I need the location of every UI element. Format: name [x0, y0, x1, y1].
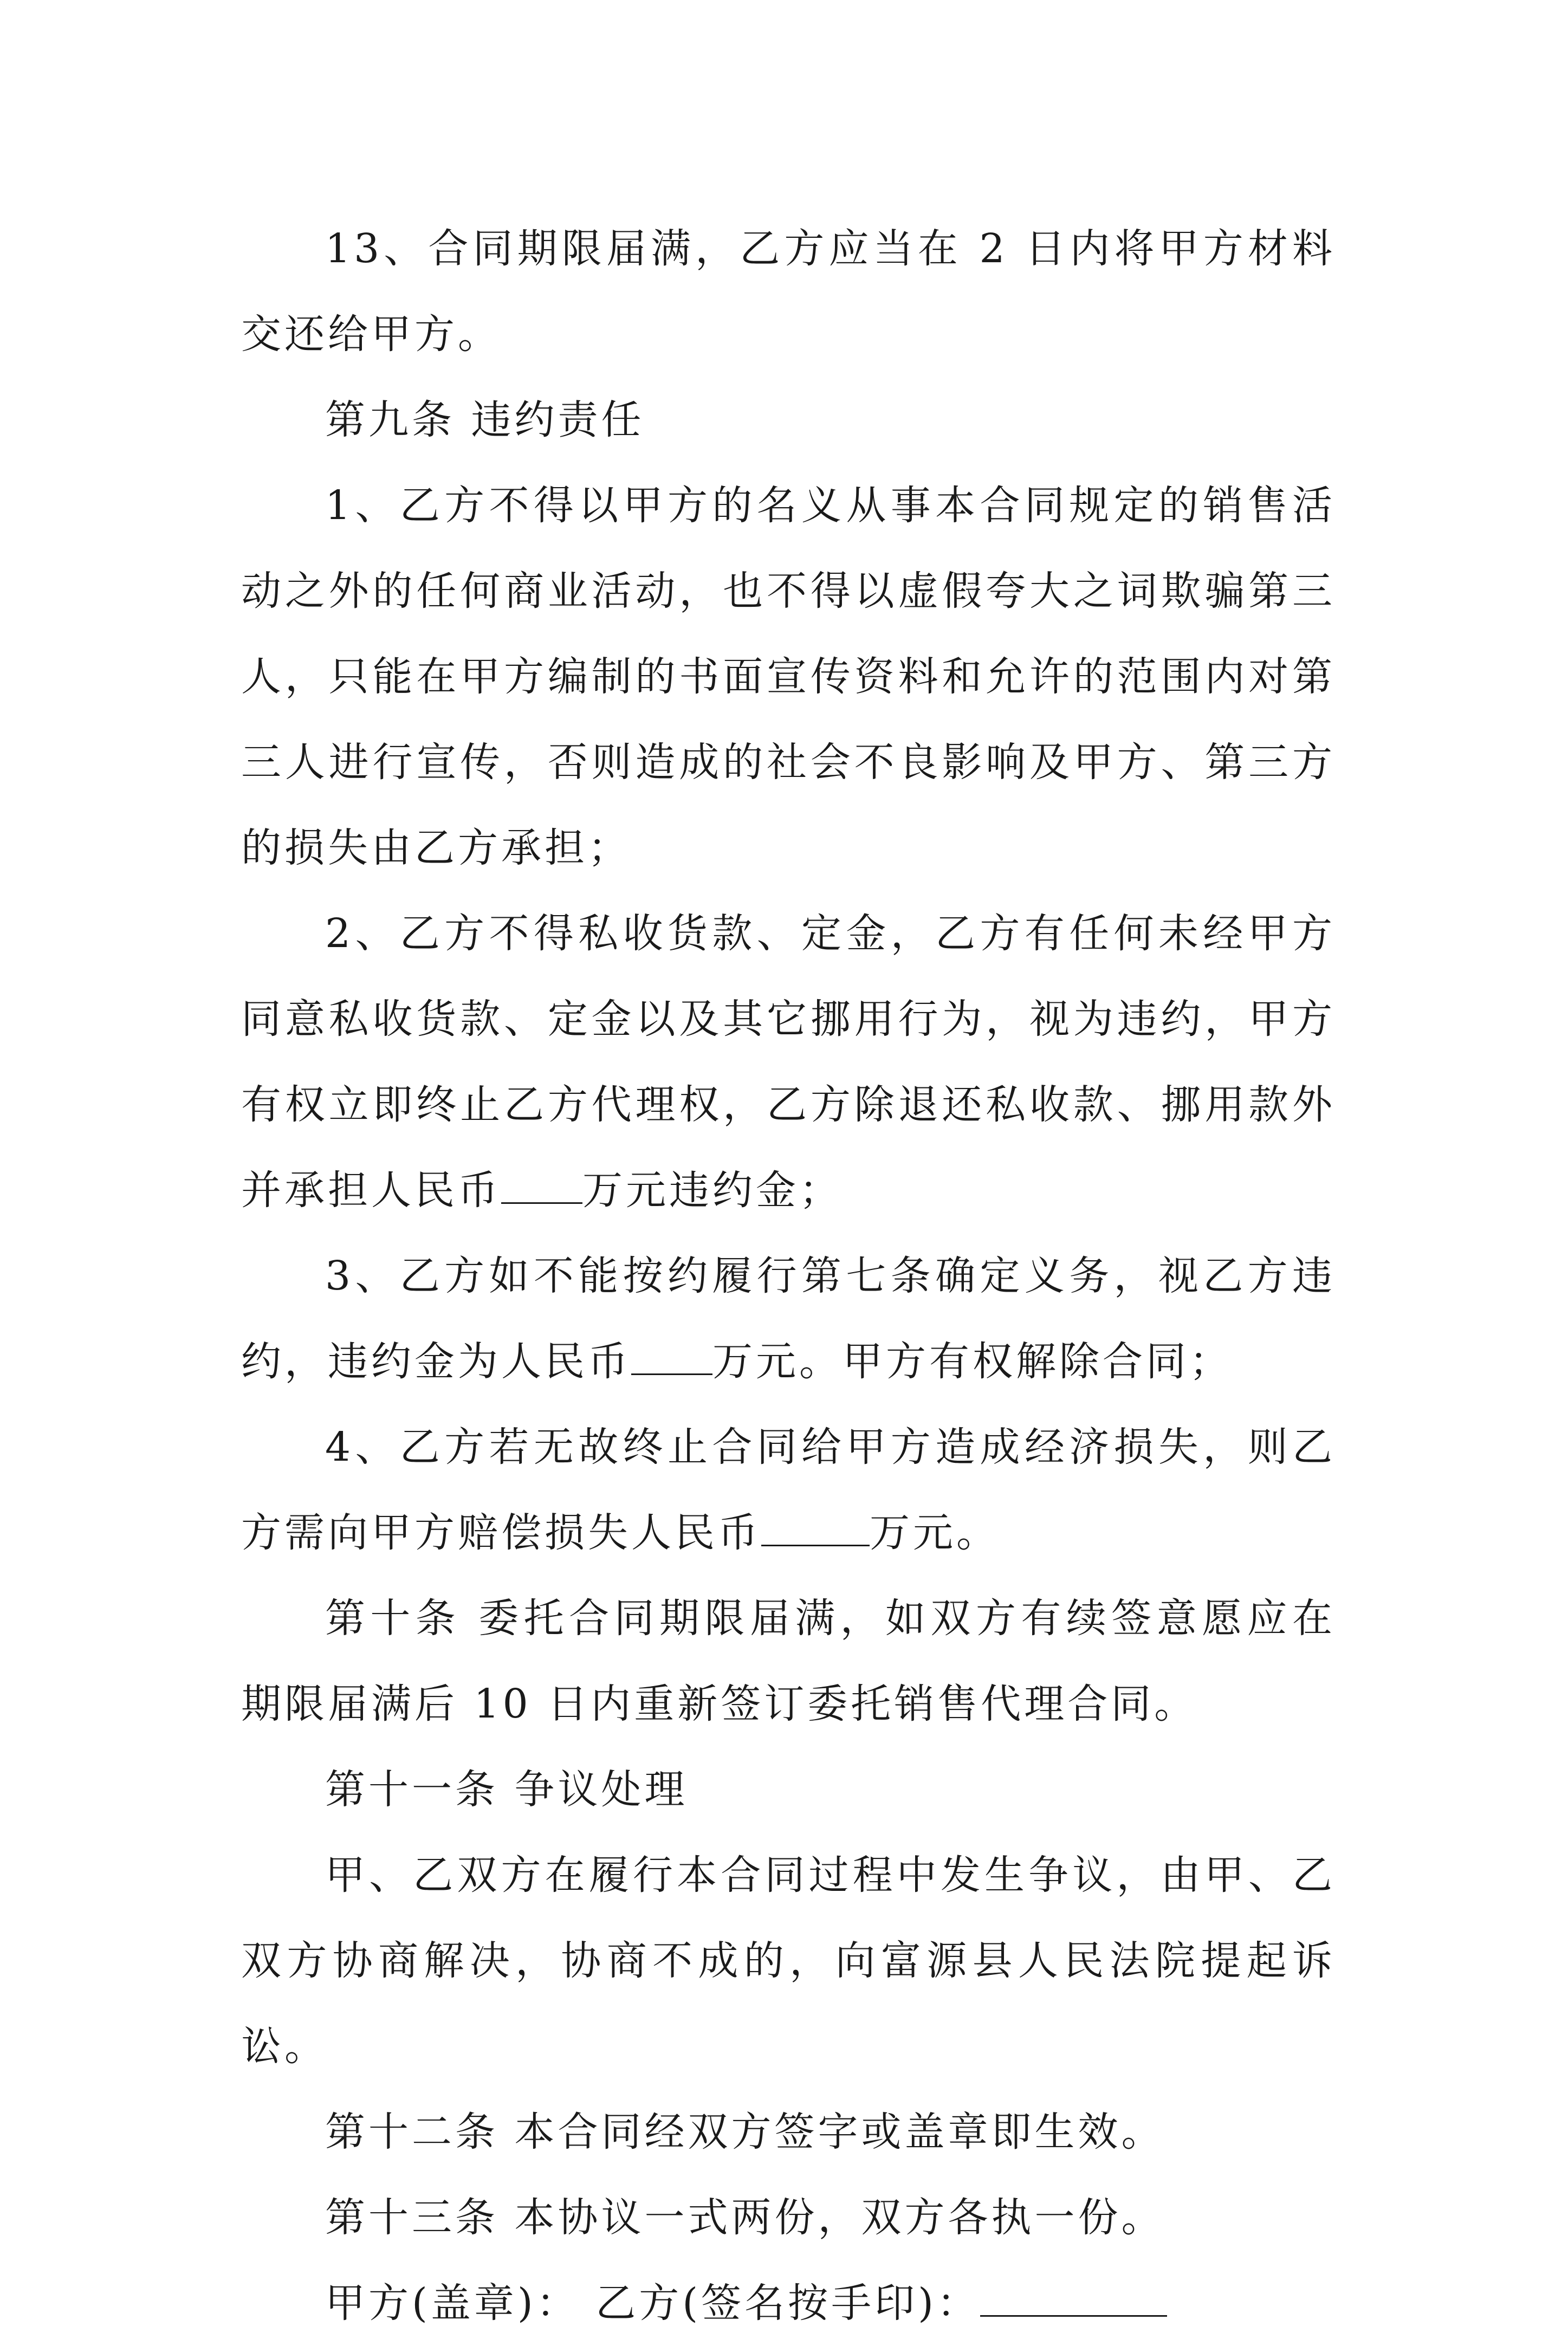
breach-item-2 — [241, 891, 1336, 1233]
document-body — [241, 206, 1336, 2346]
breach-item-2-tail: 万元违约金； — [582, 1167, 843, 1214]
clause-13-paragraph: 13、合同期限届满，乙方应当在 2 日内将甲方材料交还给甲方。 — [241, 225, 1336, 358]
dispute-paragraph: 甲、乙双方在履行本合同过程中发生争议，由甲、乙双方协商解决，协商不成的，向富源县人民法院提起诉讼。 — [241, 1852, 1336, 2070]
breach-item-3-tail: 万元。甲方有权解除合同； — [712, 1338, 1233, 1385]
article-12-paragraph: 第十二条 本合同经双方签字或盖章即生效。 — [325, 2109, 1165, 2155]
article-10-paragraph: 第十条 委托合同期限届满，如双方有续签意愿应在期限届满后 10 日内重新签订委托销售代理合同。 — [241, 1595, 1336, 1727]
amount-blank-3 — [761, 1511, 870, 1546]
signature-line — [241, 2260, 1336, 2346]
article-11-heading: 第十一条 争议处理 — [325, 1766, 688, 1813]
breach-item-1: 1、乙方不得以甲方的名义从事本合同规定的销售活动之外的任何商业活动，也不得以虚假夸大之词欺骗第三人，只能在甲方编制的书面宣传资料和允许的范围内对第三人进行宣传，否则造成的社会不良影响及甲方、第三方的损失由乙方承担； — [241, 482, 1336, 871]
amount-blank-2 — [631, 1340, 712, 1375]
breach-item-3-text: 3、乙方如不能按约履行第七条确定义务，视乙方违约，违约金为人民币 — [241, 1253, 1336, 1385]
article-13-paragraph: 第十三条 本协议一式两份，双方各执一份。 — [325, 2194, 1165, 2241]
breach-item-2-text: 2、乙方不得私收货款、定金，乙方有任何未经甲方同意私收货款、定金以及其它挪用行为，视为违约，甲方有权立即终止乙方代理权，乙方除退还私收款、挪用款外并承担人民币 — [241, 910, 1336, 1214]
signature-labels: 甲方(盖章)： 乙方(签名按手印)： — [325, 2280, 981, 2326]
article-9-heading: 第九条 违约责任 — [325, 397, 645, 443]
breach-item-4-text: 4、乙方若无故终止合同给甲方造成经济损失，则乙方需向甲方赔偿损失人民币 — [241, 1424, 1336, 1556]
signature-blank — [980, 2282, 1167, 2317]
breach-item-4-tail: 万元。 — [870, 1509, 1000, 1556]
breach-item-3 — [241, 1233, 1336, 1404]
amount-blank-1 — [501, 1169, 582, 1204]
breach-item-4 — [241, 1404, 1336, 1576]
